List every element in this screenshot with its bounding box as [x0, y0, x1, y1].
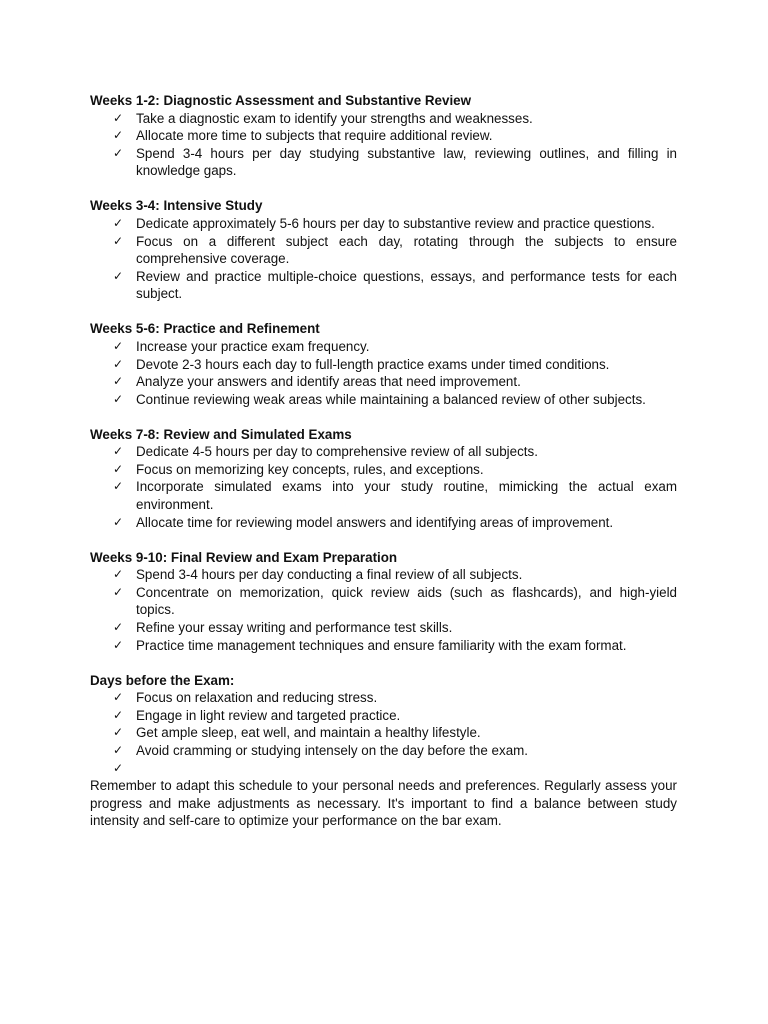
checklist-item — [90, 742, 677, 760]
checklist-item — [90, 619, 677, 637]
checkmark-icon: ✓ — [113, 584, 124, 599]
checkmark-icon: ✓ — [113, 356, 124, 371]
checklist-item — [90, 233, 677, 268]
checklist-item — [90, 215, 677, 233]
schedule-section — [90, 426, 677, 532]
checklist-item — [90, 724, 677, 742]
checklist-item-text: Concentrate on memorization, quick review aids (such as flashcards), and high-yield topics. — [136, 584, 677, 618]
checklist — [90, 110, 677, 180]
checklist-item-text: Focus on a different subject each day, rotating through the subjects to ensure comprehensive coverage. — [136, 233, 677, 267]
checklist-item — [90, 373, 677, 391]
checklist-item — [90, 478, 677, 513]
checklist-item — [90, 584, 677, 619]
checklist-item-text: Focus on memorizing key concepts, rules, and exceptions. — [136, 461, 484, 477]
checklist-item-text: Spend 3-4 hours per day conducting a final review of all subjects. — [136, 567, 523, 583]
checklist — [90, 215, 677, 303]
checklist-item — [90, 391, 677, 409]
checklist-item — [90, 637, 677, 655]
checkmark-icon: ✓ — [113, 268, 124, 283]
checklist-item — [90, 689, 677, 707]
checkmark-icon: ✓ — [113, 444, 124, 459]
checkmark-icon: ✓ — [113, 637, 124, 652]
schedule-sections — [90, 92, 677, 777]
section-heading: Weeks 3-4: Intensive Study — [90, 198, 263, 214]
checklist-item-text: Review and practice multiple-choice questions, essays, and performance tests for each subject. — [136, 268, 677, 302]
checklist-item — [90, 268, 677, 303]
checklist-item — [90, 760, 677, 778]
checkmark-icon: ✓ — [113, 690, 124, 705]
checkmark-icon: ✓ — [113, 479, 124, 494]
checklist-item — [90, 127, 677, 145]
checklist — [90, 338, 677, 408]
schedule-section — [90, 92, 677, 180]
checklist-item-text: Analyze your answers and identify areas that need improvement. — [136, 374, 521, 390]
checklist-item-text: Allocate more time to subjects that require additional review. — [136, 128, 493, 144]
checkmark-icon: ✓ — [113, 760, 124, 775]
checklist-item-text: Continue reviewing weak areas while maintaining a balanced review of other subjects. — [136, 391, 646, 407]
checkmark-icon: ✓ — [113, 514, 124, 529]
checklist-item — [90, 707, 677, 725]
checklist-item — [90, 461, 677, 479]
checklist-item — [90, 110, 677, 128]
checkmark-icon: ✓ — [113, 725, 124, 740]
checklist-item — [90, 514, 677, 532]
checklist — [90, 566, 677, 654]
checklist-item — [90, 566, 677, 584]
checklist-item-text: Refine your essay writing and performance test skills. — [136, 620, 453, 635]
checklist-item — [90, 443, 677, 461]
closing-paragraph: Remember to adapt this schedule to your personal needs and preferences. Regularly assess your progress and make adjustments as necessary. It's important to find a balance between study intensity and self-care to optimize your performance on the bar exam. — [90, 778, 677, 829]
checklist-item-text: Increase your practice exam frequency. — [136, 338, 370, 354]
checklist-item-text: Get ample sleep, eat well, and maintain a healthy lifestyle. — [136, 725, 481, 741]
schedule-section — [90, 320, 677, 408]
checklist-item-text: Allocate time for reviewing model answers and identifying areas of improvement. — [136, 514, 614, 530]
checkmark-icon: ✓ — [113, 233, 124, 248]
checklist-item-text: Take a diagnostic exam to identify your strengths and weaknesses. — [136, 110, 533, 126]
schedule-section — [90, 672, 677, 778]
checkmark-icon: ✓ — [113, 391, 124, 406]
checkmark-icon: ✓ — [113, 567, 124, 582]
section-heading: Days before the Exam: — [90, 672, 235, 688]
checklist-item-text: Dedicate approximately 5-6 hours per day to substantive review and practice questions. — [136, 215, 655, 231]
section-heading: Weeks 5-6: Practice and Refinement — [90, 321, 320, 337]
checklist-item-text: Avoid cramming or studying intensely on the day before the exam. — [136, 742, 529, 758]
checkmark-icon: ✓ — [113, 707, 124, 722]
checkmark-icon: ✓ — [113, 742, 124, 757]
checklist-item — [90, 356, 677, 374]
checklist — [90, 689, 677, 777]
checkmark-icon: ✓ — [113, 461, 124, 476]
checkmark-icon: ✓ — [113, 374, 124, 389]
checklist-item — [90, 338, 677, 356]
schedule-section — [90, 549, 677, 655]
checkmark-icon: ✓ — [113, 145, 124, 160]
checkmark-icon: ✓ — [113, 215, 124, 230]
checklist — [90, 443, 677, 531]
section-heading: Weeks 1-2: Diagnostic Assessment and Substantive Review — [90, 93, 472, 108]
checkmark-icon: ✓ — [113, 338, 124, 353]
checklist-item-text: Dedicate 4-5 hours per day to comprehensive review of all subjects. — [136, 444, 538, 460]
section-heading: Weeks 9-10: Final Review and Exam Preparation — [90, 549, 398, 565]
checkmark-icon: ✓ — [113, 620, 124, 634]
schedule-section — [90, 197, 677, 303]
checklist-item — [90, 145, 677, 180]
checkmark-icon: ✓ — [113, 110, 124, 125]
checklist-item-text: Practice time management techniques and ensure familiarity with the exam format. — [136, 637, 627, 653]
checklist-item-text: Incorporate simulated exams into your study routine, mimicking the actual exam environment. — [136, 479, 677, 513]
section-heading: Weeks 7-8: Review and Simulated Exams — [90, 426, 352, 442]
document-body — [90, 92, 677, 830]
checklist-item-text: Focus on relaxation and reducing stress. — [136, 690, 378, 706]
checklist-item-text: Engage in light review and targeted practice. — [136, 707, 401, 723]
checklist-item-text: Spend 3-4 hours per day studying substantive law, reviewing outlines, and filling in knowledge gaps. — [136, 145, 677, 179]
checkmark-icon: ✓ — [113, 128, 124, 143]
checklist-item-text: Devote 2-3 hours each day to full-length practice exams under timed conditions. — [136, 356, 610, 372]
